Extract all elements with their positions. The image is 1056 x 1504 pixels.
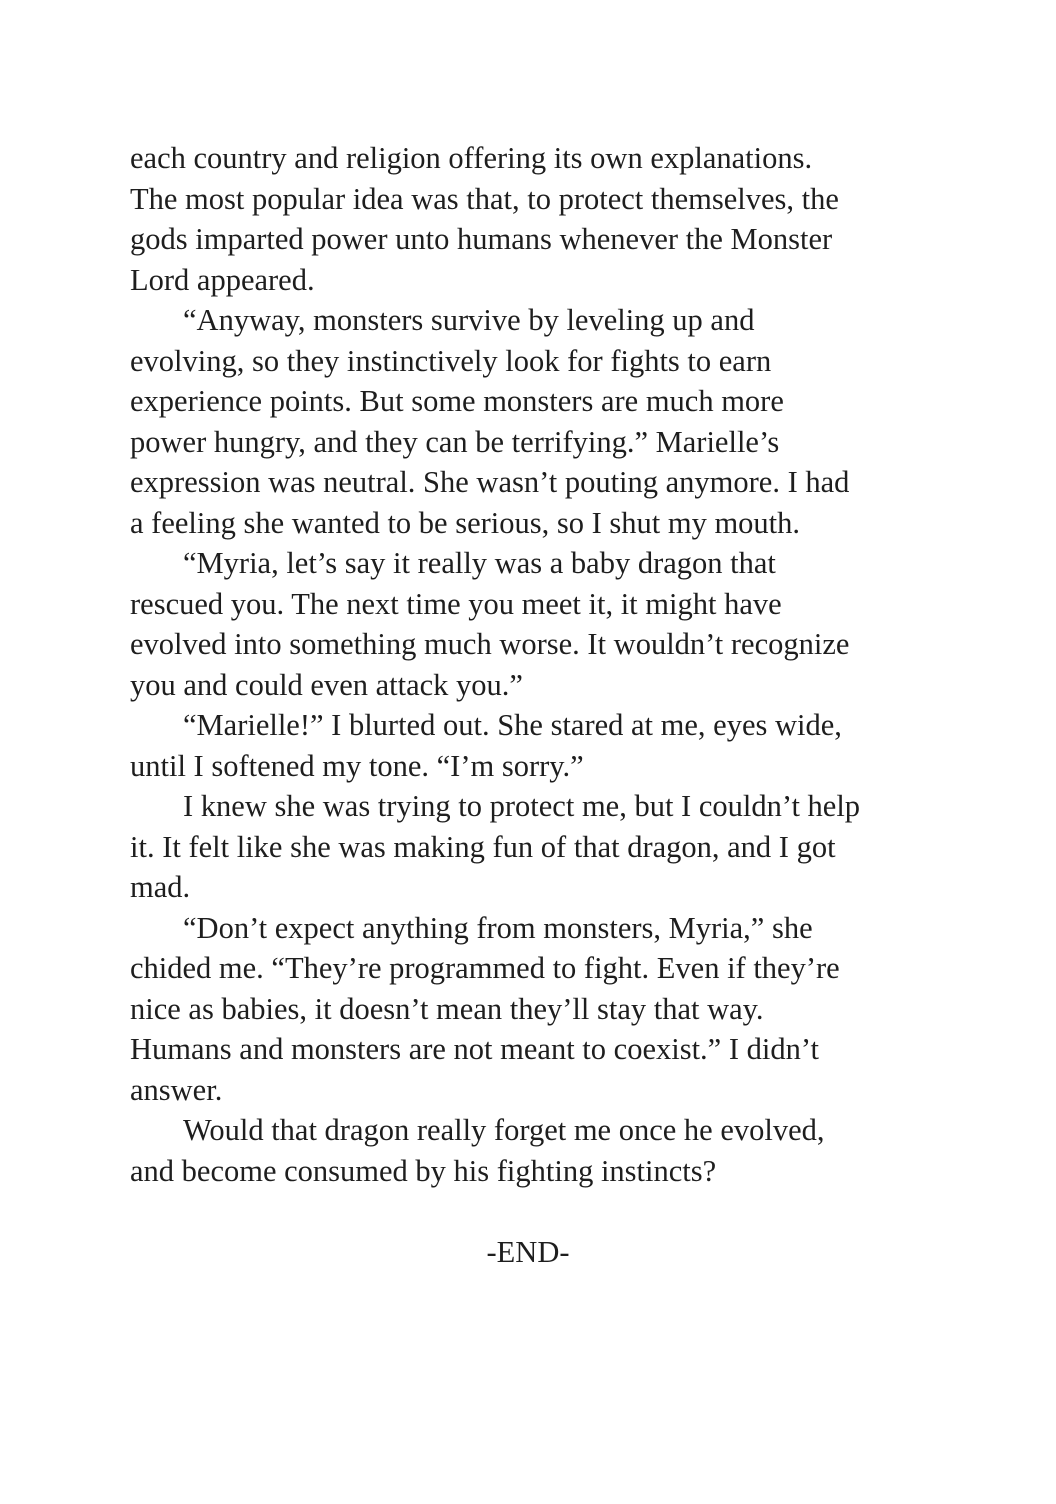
text-line: Would that dragon really forget me once he evolved, bbox=[183, 1113, 825, 1147]
text-line: it. It felt like she was making fun of that dragon, and I got bbox=[130, 829, 836, 864]
body-text bbox=[130, 138, 950, 1191]
text-line: Lord appeared. bbox=[130, 262, 315, 297]
text-line: evolving, so they instinctively look for fights to earn bbox=[130, 343, 772, 378]
text-line: evolved into something much worse. It wouldn’t recognize bbox=[130, 627, 850, 661]
text-line: and become consumed by his fighting instincts? bbox=[130, 1153, 717, 1188]
text-line: “Anyway, monsters survive by leveling up and bbox=[183, 303, 755, 337]
text-line: gods imparted power unto humans whenever the Monster bbox=[130, 222, 833, 256]
text-line: “Myria, let’s say it really was a baby dragon that bbox=[183, 546, 776, 580]
text-line: I knew she was trying to protect me, but I couldn’t help bbox=[183, 789, 861, 823]
text-line: a feeling she wanted to be serious, so I shut my mouth. bbox=[130, 505, 801, 540]
text-line: experience points. But some monsters are much more bbox=[130, 384, 784, 418]
text-line: The most popular idea was that, to protect themselves, the bbox=[130, 181, 839, 216]
text-line: until I softened my tone. “I’m sorry.” bbox=[130, 748, 584, 783]
text-line: “Marielle!” I blurted out. She stared at me, eyes wide, bbox=[183, 708, 842, 742]
text-line: you and could even attack you.” bbox=[130, 667, 523, 702]
text-line: mad. bbox=[130, 870, 191, 904]
text-line: each country and religion offering its own explanations. bbox=[130, 141, 813, 175]
text-line: rescued you. The next time you meet it, it might have bbox=[130, 586, 782, 621]
text-line: answer. bbox=[130, 1072, 223, 1107]
text-line: “Don’t expect anything from monsters, Myria,” she bbox=[183, 910, 813, 945]
text-line: nice as babies, it doesn’t mean they’ll stay that way. bbox=[130, 991, 764, 1026]
text-line: power hungry, and they can be terrifying.” Marielle’s bbox=[130, 424, 780, 459]
text-line: Humans and monsters are not meant to coexist.” I didn’t bbox=[130, 1032, 819, 1066]
text-line: chided me. “They’re programmed to fight. Even if they’re bbox=[130, 951, 840, 985]
text-line: expression was neutral. She wasn’t pouting anymore. I had bbox=[130, 465, 850, 499]
end-marker: -END- bbox=[486, 1235, 570, 1269]
